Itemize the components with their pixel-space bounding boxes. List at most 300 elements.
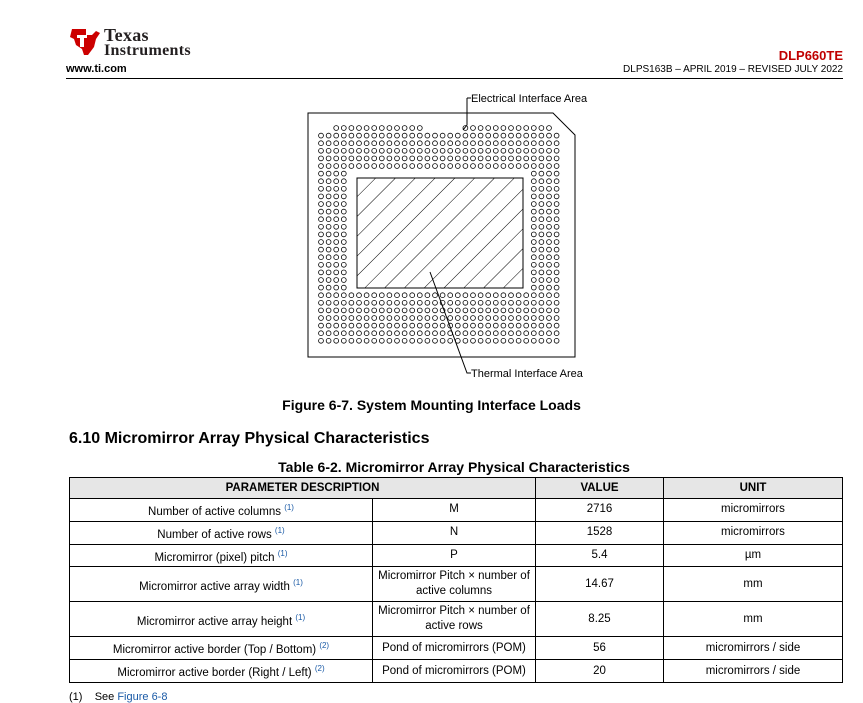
footnote-link[interactable]: (2) bbox=[319, 641, 330, 651]
value-cell: 2716 bbox=[536, 499, 664, 522]
pad-dot bbox=[349, 164, 354, 169]
footnote-link[interactable]: (1) bbox=[274, 525, 285, 535]
pad-dot bbox=[524, 331, 529, 336]
company-name-line1: Texas bbox=[104, 25, 149, 45]
pad-dot bbox=[531, 141, 536, 146]
pad-dot bbox=[554, 148, 559, 153]
pad-dot bbox=[493, 300, 498, 305]
pad-dot bbox=[478, 323, 483, 328]
pad-dot bbox=[417, 148, 422, 153]
pad-dot bbox=[463, 331, 468, 336]
pad-dot bbox=[554, 316, 559, 321]
pad-dot bbox=[547, 270, 552, 275]
pad-dot bbox=[547, 308, 552, 313]
pad-dot bbox=[319, 255, 324, 260]
pad-dot bbox=[448, 316, 453, 321]
pad-dot bbox=[319, 331, 324, 336]
pad-dot bbox=[326, 262, 331, 267]
pad-dot bbox=[334, 209, 339, 214]
pad-dot bbox=[357, 133, 362, 138]
pad-dot bbox=[379, 141, 384, 146]
pad-dot bbox=[554, 338, 559, 343]
pad-dot bbox=[326, 164, 331, 169]
pad-dot bbox=[319, 316, 324, 321]
pad-dot bbox=[334, 232, 339, 237]
pad-dot bbox=[493, 141, 498, 146]
pad-dot bbox=[493, 156, 498, 161]
pad-dot bbox=[539, 240, 544, 245]
pad-dot bbox=[554, 331, 559, 336]
pad-dot bbox=[326, 316, 331, 321]
pad-dot bbox=[455, 133, 460, 138]
part-number-link[interactable]: DLP660TE bbox=[778, 48, 843, 63]
pad-dot bbox=[372, 133, 377, 138]
pad-dot bbox=[319, 323, 324, 328]
pad-dot bbox=[501, 331, 506, 336]
pad-dot bbox=[364, 126, 369, 131]
pad-dot bbox=[341, 323, 346, 328]
symbol-cell: Pond of micromirrors (POM) bbox=[373, 637, 536, 660]
pad-dot bbox=[554, 217, 559, 222]
pad-dot bbox=[554, 156, 559, 161]
pad-dot bbox=[547, 156, 552, 161]
table-row bbox=[70, 660, 843, 683]
pad-dot bbox=[319, 300, 324, 305]
pad-dot bbox=[448, 133, 453, 138]
pad-dot bbox=[547, 179, 552, 184]
pad-dot bbox=[509, 300, 514, 305]
pad-dot bbox=[341, 148, 346, 153]
pad-dot bbox=[372, 331, 377, 336]
pad-dot bbox=[349, 323, 354, 328]
pad-dot bbox=[425, 338, 430, 343]
pad-dot bbox=[402, 164, 407, 169]
pad-dot bbox=[410, 338, 415, 343]
pad-dot bbox=[547, 133, 552, 138]
pad-dot bbox=[501, 323, 506, 328]
pad-dot bbox=[364, 316, 369, 321]
pad-dot bbox=[334, 217, 339, 222]
pad-dot bbox=[372, 338, 377, 343]
pad-dot bbox=[372, 164, 377, 169]
pad-dot bbox=[349, 156, 354, 161]
pad-dot bbox=[334, 126, 339, 131]
pad-dot bbox=[433, 308, 438, 313]
param-cell: Micromirror (pixel) pitch $^{(1)}$ bbox=[70, 544, 373, 567]
pad-dot bbox=[364, 148, 369, 153]
pad-dot bbox=[341, 255, 346, 260]
pad-dot bbox=[531, 240, 536, 245]
pad-dot bbox=[326, 240, 331, 245]
website-link[interactable]: www.ti.com bbox=[66, 63, 127, 75]
pad-dot bbox=[539, 141, 544, 146]
pad-dot bbox=[547, 194, 552, 199]
pad-dot bbox=[334, 316, 339, 321]
pad-dot bbox=[478, 331, 483, 336]
pad-dot bbox=[539, 232, 544, 237]
pad-dot bbox=[448, 293, 453, 298]
section-title: 6.10 Micromirror Array Physical Characteristics bbox=[69, 430, 430, 447]
pad-dot bbox=[372, 148, 377, 153]
pad-dot bbox=[554, 194, 559, 199]
mounting-interface-figure bbox=[305, 90, 605, 385]
pad-dot bbox=[547, 232, 552, 237]
pad-dot bbox=[539, 156, 544, 161]
pad-dot bbox=[501, 126, 506, 131]
pad-dot bbox=[531, 331, 536, 336]
pad-dot bbox=[547, 316, 552, 321]
pad-dot bbox=[463, 148, 468, 153]
pad-dot bbox=[425, 148, 430, 153]
pad-dot bbox=[547, 331, 552, 336]
pad-dot bbox=[440, 323, 445, 328]
pad-dot bbox=[364, 293, 369, 298]
footnote-link[interactable]: (2) bbox=[314, 664, 325, 674]
pad-dot bbox=[395, 148, 400, 153]
pad-dot bbox=[433, 293, 438, 298]
pad-dot bbox=[493, 323, 498, 328]
pad-dot bbox=[341, 262, 346, 267]
pad-dot bbox=[319, 338, 324, 343]
pad-dot bbox=[326, 285, 331, 290]
pad-dot bbox=[433, 141, 438, 146]
pad-dot bbox=[334, 255, 339, 260]
pad-dot bbox=[410, 164, 415, 169]
pad-dot bbox=[478, 156, 483, 161]
value-cell: 8.25 bbox=[536, 602, 664, 637]
pad-dot bbox=[554, 293, 559, 298]
pad-dot bbox=[509, 308, 514, 313]
value-cell: 56 bbox=[536, 637, 664, 660]
pad-dot bbox=[471, 293, 476, 298]
pad-dot bbox=[547, 293, 552, 298]
pad-dot bbox=[326, 278, 331, 283]
pad-dot bbox=[547, 255, 552, 260]
pad-dot bbox=[357, 293, 362, 298]
pad-dot bbox=[341, 194, 346, 199]
pad-dot bbox=[455, 156, 460, 161]
pad-dot bbox=[417, 126, 422, 131]
pad-dot bbox=[417, 164, 422, 169]
pad-dot bbox=[455, 300, 460, 305]
pad-dot bbox=[379, 148, 384, 153]
pad-dot bbox=[478, 308, 483, 313]
pad-dot bbox=[463, 316, 468, 321]
pad-dot bbox=[364, 164, 369, 169]
pad-dot bbox=[486, 316, 491, 321]
pad-dot bbox=[478, 316, 483, 321]
pad-dot bbox=[539, 186, 544, 191]
pad-dot bbox=[357, 141, 362, 146]
pad-dot bbox=[326, 186, 331, 191]
pad-dot bbox=[554, 308, 559, 313]
pad-dot bbox=[440, 338, 445, 343]
pad-dot bbox=[524, 316, 529, 321]
pad-dot bbox=[463, 338, 468, 343]
unit-cell: mm bbox=[664, 567, 843, 602]
pad-dot bbox=[478, 126, 483, 131]
pad-dot bbox=[539, 285, 544, 290]
pad-dot bbox=[341, 179, 346, 184]
unit-cell: mm bbox=[664, 602, 843, 637]
pad-dot bbox=[349, 293, 354, 298]
pad-dot bbox=[547, 323, 552, 328]
pad-dot bbox=[334, 133, 339, 138]
pad-dot bbox=[501, 308, 506, 313]
pad-dot bbox=[448, 148, 453, 153]
pad-dot bbox=[326, 331, 331, 336]
pad-dot bbox=[357, 331, 362, 336]
pad-dot bbox=[326, 133, 331, 138]
pad-dot bbox=[326, 300, 331, 305]
pad-dot bbox=[531, 270, 536, 275]
pad-dot bbox=[493, 133, 498, 138]
pad-dot bbox=[539, 247, 544, 252]
pad-dot bbox=[539, 331, 544, 336]
pad-dot bbox=[463, 323, 468, 328]
pad-dot bbox=[326, 224, 331, 229]
pad-dot bbox=[349, 308, 354, 313]
ti-logo-icon bbox=[66, 25, 106, 59]
pad-dot bbox=[349, 141, 354, 146]
pad-dot bbox=[364, 156, 369, 161]
pad-dot bbox=[334, 156, 339, 161]
pad-dot bbox=[387, 141, 392, 146]
header-value: VALUE bbox=[536, 478, 664, 499]
pad-dot bbox=[539, 270, 544, 275]
pad-dot bbox=[478, 338, 483, 343]
pad-dot bbox=[319, 209, 324, 214]
value-cell: 5.4 bbox=[536, 544, 664, 567]
pad-dot bbox=[326, 156, 331, 161]
pad-dot bbox=[478, 148, 483, 153]
pad-dot bbox=[440, 148, 445, 153]
pad-dot bbox=[455, 141, 460, 146]
pad-dot bbox=[425, 308, 430, 313]
pad-dot bbox=[531, 217, 536, 222]
pad-dot bbox=[440, 316, 445, 321]
pad-dot bbox=[395, 133, 400, 138]
pad-dot bbox=[509, 148, 514, 153]
pad-dot bbox=[357, 323, 362, 328]
pad-dot bbox=[509, 316, 514, 321]
pad-dot bbox=[417, 331, 422, 336]
pad-dot bbox=[433, 148, 438, 153]
symbol-cell: N bbox=[373, 521, 536, 544]
pad-dot bbox=[341, 126, 346, 131]
pad-dot bbox=[433, 300, 438, 305]
symbol-cell: Micromirror Pitch × number of active columns bbox=[373, 567, 536, 602]
pad-dot bbox=[395, 323, 400, 328]
pad-dot bbox=[539, 262, 544, 267]
pad-dot bbox=[387, 338, 392, 343]
pad-dot bbox=[501, 316, 506, 321]
pad-dot bbox=[334, 194, 339, 199]
pad-dot bbox=[402, 148, 407, 153]
footnote-figure-link[interactable]: Figure 6-8 bbox=[117, 691, 168, 703]
pad-dot bbox=[417, 300, 422, 305]
value-cell: 14.67 bbox=[536, 567, 664, 602]
footnote-link[interactable]: (1) bbox=[277, 548, 288, 558]
pad-dot bbox=[547, 338, 552, 343]
pad-dot bbox=[357, 300, 362, 305]
pad-dot bbox=[463, 308, 468, 313]
pad-dot bbox=[319, 141, 324, 146]
pad-dot bbox=[471, 133, 476, 138]
pad-dot bbox=[547, 300, 552, 305]
pad-dot bbox=[341, 164, 346, 169]
footnote-link[interactable]: (1) bbox=[284, 503, 294, 512]
param-cell: Number of active rows $^{(1)}$ bbox=[70, 521, 373, 544]
table-row bbox=[70, 602, 843, 637]
pad-dot bbox=[319, 293, 324, 298]
pad-dot bbox=[524, 293, 529, 298]
pad-dot bbox=[471, 300, 476, 305]
pad-dot bbox=[448, 308, 453, 313]
pad-dot bbox=[395, 126, 400, 131]
pad-dot bbox=[425, 164, 430, 169]
pad-dot bbox=[501, 148, 506, 153]
pad-dot bbox=[379, 331, 384, 336]
pad-dot bbox=[486, 308, 491, 313]
pad-dot bbox=[539, 316, 544, 321]
pad-dot bbox=[372, 316, 377, 321]
thermal-area bbox=[357, 178, 523, 288]
pad-dot bbox=[417, 323, 422, 328]
pad-dot bbox=[531, 148, 536, 153]
pad-dot bbox=[402, 141, 407, 146]
pad-dot bbox=[554, 240, 559, 245]
pad-dot bbox=[516, 133, 521, 138]
pad-dot bbox=[554, 171, 559, 176]
table-row bbox=[70, 637, 843, 660]
pad-dot bbox=[440, 133, 445, 138]
pad-dot bbox=[326, 217, 331, 222]
pad-dot bbox=[341, 316, 346, 321]
pad-dot bbox=[334, 331, 339, 336]
pad-dot bbox=[547, 141, 552, 146]
pad-dot bbox=[531, 126, 536, 131]
pad-dot bbox=[478, 164, 483, 169]
symbol-cell: P bbox=[373, 544, 536, 567]
pad-dot bbox=[539, 179, 544, 184]
pad-dot bbox=[364, 323, 369, 328]
pad-dot bbox=[372, 156, 377, 161]
pad-dot bbox=[387, 300, 392, 305]
pad-dot bbox=[531, 224, 536, 229]
pad-dot bbox=[379, 156, 384, 161]
pad-dot bbox=[395, 293, 400, 298]
pad-dot bbox=[516, 338, 521, 343]
pad-dot bbox=[554, 202, 559, 207]
pad-dot bbox=[471, 148, 476, 153]
pad-dot bbox=[417, 133, 422, 138]
pad-dot bbox=[334, 300, 339, 305]
pad-dot bbox=[554, 133, 559, 138]
pad-dot bbox=[509, 338, 514, 343]
pad-dot bbox=[471, 156, 476, 161]
footnote-link[interactable]: (1) bbox=[295, 612, 306, 622]
pad-dot bbox=[334, 247, 339, 252]
param-cell: Number of active columns $^{(1)}$ bbox=[70, 499, 373, 522]
pad-dot bbox=[319, 164, 324, 169]
unit-cell: micromirrors / side bbox=[664, 660, 843, 683]
doc-revision: DLPS163B – APRIL 2019 – REVISED JULY 2022 bbox=[623, 64, 843, 75]
pad-dot bbox=[531, 202, 536, 207]
pad-dot bbox=[547, 285, 552, 290]
pad-dot bbox=[341, 247, 346, 252]
pad-dot bbox=[440, 156, 445, 161]
param-cell: Micromirror active array width $^{(1)}$ bbox=[70, 567, 373, 602]
pad-dot bbox=[319, 156, 324, 161]
pad-dot bbox=[319, 179, 324, 184]
pad-dot bbox=[516, 331, 521, 336]
pad-dot bbox=[364, 141, 369, 146]
pad-dot bbox=[524, 148, 529, 153]
pad-dot bbox=[357, 156, 362, 161]
pad-dot bbox=[463, 293, 468, 298]
value-cell: 1528 bbox=[536, 521, 664, 544]
pad-dot bbox=[547, 247, 552, 252]
pad-dot bbox=[554, 224, 559, 229]
pad-dot bbox=[433, 331, 438, 336]
pad-dot bbox=[341, 186, 346, 191]
pad-dot bbox=[455, 308, 460, 313]
pad-dot bbox=[463, 300, 468, 305]
pad-dot bbox=[349, 300, 354, 305]
pad-dot bbox=[341, 270, 346, 275]
pad-dot bbox=[547, 240, 552, 245]
pad-dot bbox=[364, 338, 369, 343]
pad-dot bbox=[554, 270, 559, 275]
electrical-interface-label: Electrical Interface Area bbox=[471, 93, 588, 105]
header-unit: UNIT bbox=[664, 478, 843, 499]
pad-dot bbox=[341, 300, 346, 305]
pad-dot bbox=[341, 285, 346, 290]
pad-dot bbox=[531, 133, 536, 138]
pad-dot bbox=[433, 316, 438, 321]
pad-dot bbox=[319, 262, 324, 267]
param-cell: Micromirror active border (Top / Bottom) $^{(2)}$ bbox=[70, 637, 373, 660]
table-row bbox=[70, 499, 843, 522]
pad-dot bbox=[547, 126, 552, 131]
pad-dot bbox=[539, 293, 544, 298]
pad-dot bbox=[478, 141, 483, 146]
pad-dot bbox=[516, 141, 521, 146]
pad-dot bbox=[379, 293, 384, 298]
pad-dot bbox=[410, 300, 415, 305]
pad-dot bbox=[334, 285, 339, 290]
pad-dot bbox=[524, 126, 529, 131]
footnote-link[interactable]: (1) bbox=[293, 577, 303, 587]
pad-dot bbox=[319, 247, 324, 252]
pad-dot bbox=[387, 323, 392, 328]
pad-dot bbox=[440, 293, 445, 298]
pad-dot bbox=[402, 293, 407, 298]
pad-dot bbox=[471, 141, 476, 146]
pad-dot bbox=[486, 338, 491, 343]
pad-dot bbox=[463, 164, 468, 169]
pad-dot bbox=[539, 278, 544, 283]
pad-dot bbox=[379, 300, 384, 305]
pad-dot bbox=[486, 126, 491, 131]
pad-dot bbox=[531, 194, 536, 199]
pad-dot bbox=[478, 293, 483, 298]
pad-dot bbox=[319, 285, 324, 290]
pad-dot bbox=[372, 141, 377, 146]
pad-dot bbox=[425, 316, 430, 321]
pad-dot bbox=[463, 156, 468, 161]
